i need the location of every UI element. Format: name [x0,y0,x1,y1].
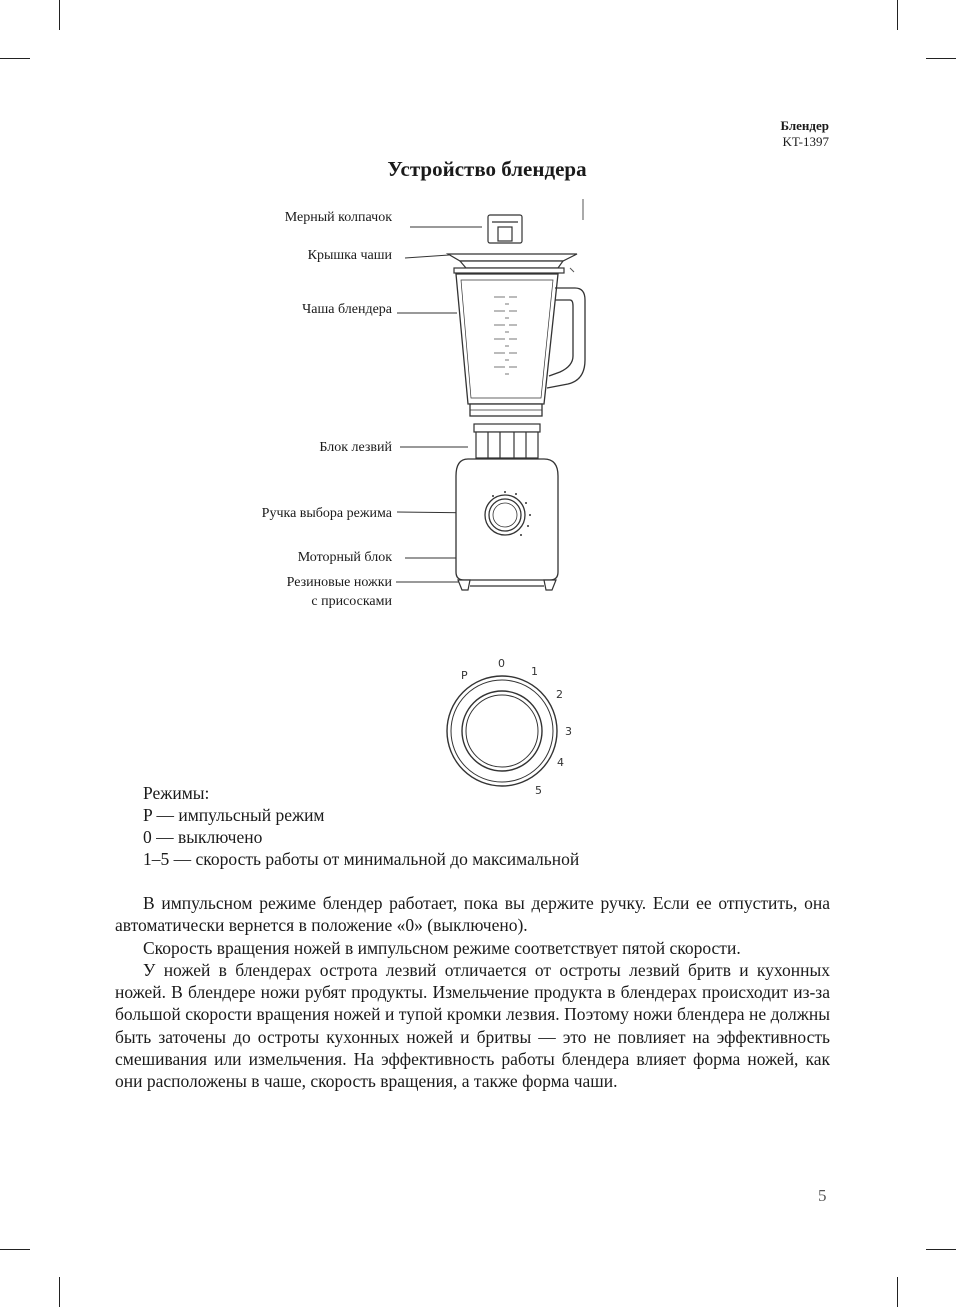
header-product-title: Блендер [780,118,829,133]
label-measuring-cap: Мерный колпачок [284,210,392,225]
mode-item: 0 — выключено [143,827,263,847]
label-blade-assembly: Блок лезвий [319,440,392,455]
label-rubber-feet-line1: Резиновые ножки [286,575,392,590]
crop-mark [926,1249,956,1250]
dial-label-2: 2 [556,688,563,701]
paragraph: В импульсном режиме блендер работает, пока вы держите ручку. Если ее отпустить, она автоматически вернется в положение «0» (выключено). [115,893,830,936]
dial-label-3: 3 [565,725,572,738]
crop-mark [59,1277,60,1307]
body-text [115,892,830,1093]
modes-heading: Режимы: [143,783,210,803]
crop-mark [897,1277,898,1307]
header-model-number: KT-1397 [782,134,829,149]
modes-list [143,782,579,870]
dial-label-1: 1 [531,665,538,678]
mode-item: P — импульсный режим [143,805,325,825]
mode-item: 1–5 — скорость работы от минимальной до максимальной [143,849,580,869]
page-number: 5 [818,1186,827,1205]
paragraph: У ножей в блендерах острота лезвий отличается от остроты лезвий бритв и кухонных ножей. В блендере ножи рубят продукты. Измельчение продукта в блендерах происходит из-за большой скорости вращения ножей и тупой кромки лезвия. Поэтому ножи блендера не должны быть заточены до остроты кухонных ножей и бритвы — это не повлияет на эффективность смешивания или измельчения. На эффективность работы блендера влияет форма ножей, как они расположены в чаше, скорость вращения, а также форма чаши. [115,959,830,1092]
page-title: Устройство блендера [387,157,587,181]
label-rubber-feet-line2: с присосками [311,594,392,609]
label-bowl-lid: Крышка чаши [307,248,392,263]
label-motor-base: Моторный блок [297,550,392,565]
dial-label-4: 4 [557,756,564,769]
dial-label-p: P [461,669,468,682]
paragraph: Скорость вращения ножей в импульсном режиме соответствует пятой скорости. [143,937,741,958]
crop-mark [0,1249,30,1250]
dial-label-0: 0 [498,657,505,670]
label-blender-jar: Чаша блендера [302,302,392,317]
dial-label-5: 5 [535,784,542,797]
label-mode-knob: Ручка выбора режима [261,506,392,521]
